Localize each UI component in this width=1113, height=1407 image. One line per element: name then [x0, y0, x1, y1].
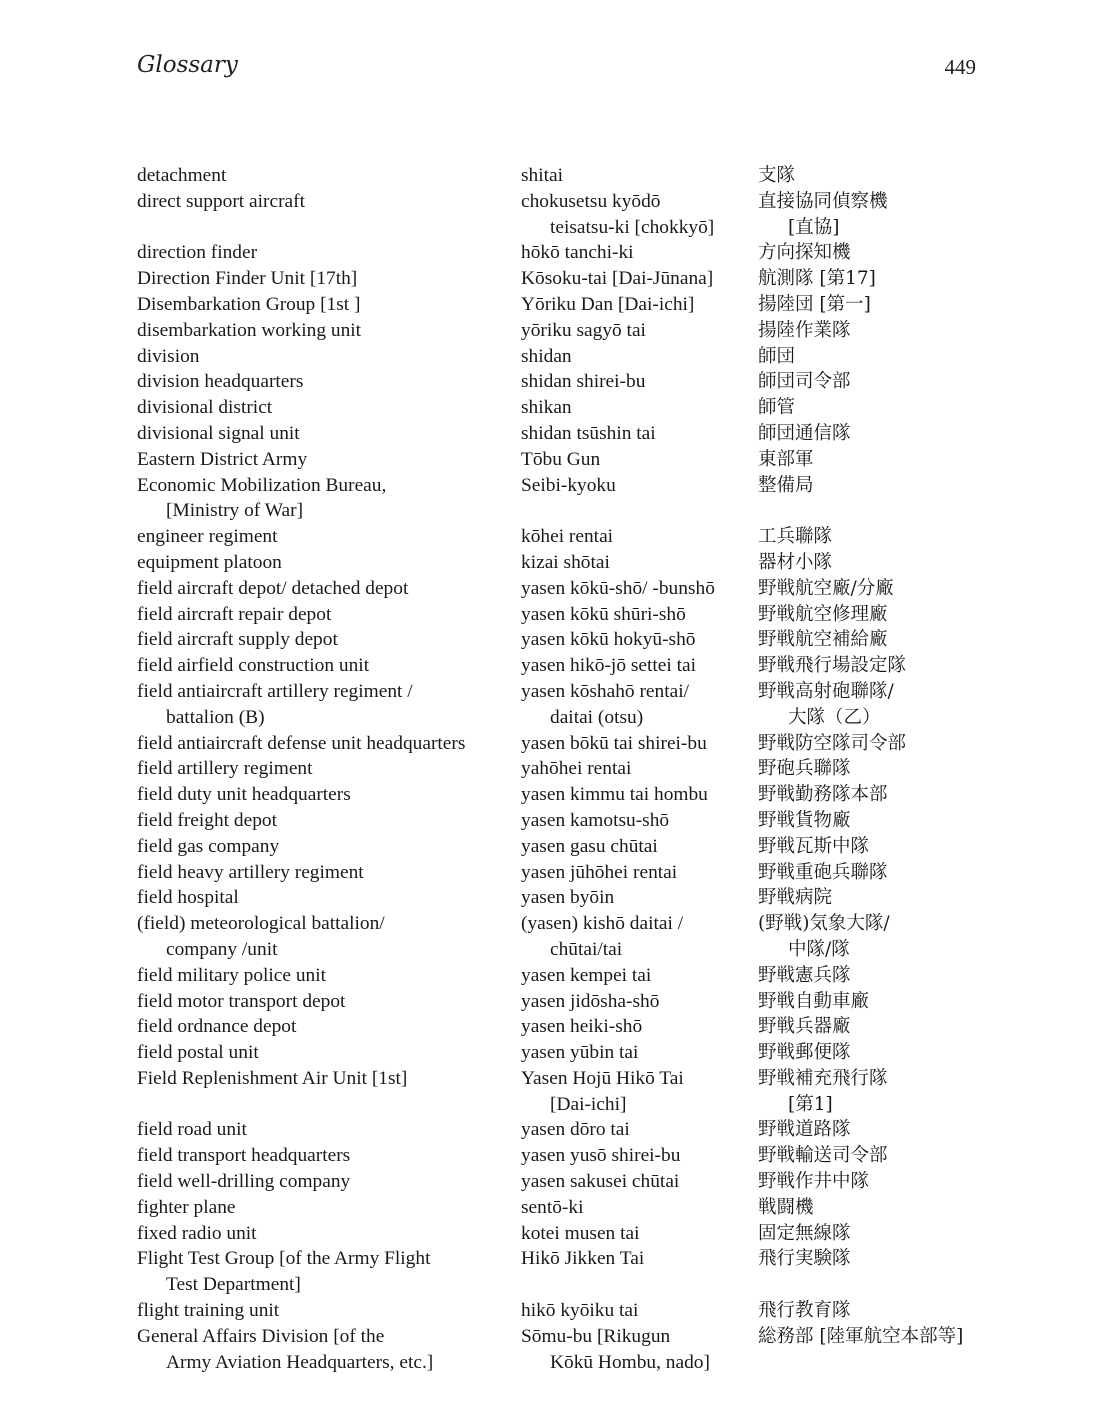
- glossary-row: [137, 369, 977, 395]
- romanized-term-line: Hikō Jikken Tai: [521, 1248, 645, 1270]
- english-term-continuation: Army Aviation Headquarters, etc.]: [166, 1351, 434, 1373]
- japanese-term-line: 工兵聯隊: [758, 526, 833, 548]
- japanese-term-line: 野戦貨物廠: [758, 809, 851, 831]
- romanized-term-line: yōriku sagyō tai: [521, 319, 646, 341]
- japanese-term: [758, 782, 977, 808]
- romanized-term: [521, 808, 758, 834]
- japanese-term: [758, 1246, 977, 1272]
- romanized-term: [521, 1195, 758, 1221]
- glossary-row: [137, 653, 977, 679]
- romanized-term: [521, 576, 758, 602]
- japanese-term-line: 野戦高射砲聯隊/: [758, 680, 894, 702]
- romanized-term-line: yasen sakusei chūtai: [521, 1171, 680, 1193]
- romanized-term-line: yasen kimmu tai hombu: [521, 784, 708, 806]
- english-term: [137, 808, 521, 834]
- english-term-line: field duty unit headquarters: [137, 784, 351, 806]
- romanized-term-line: yasen hikō-jō settei tai: [521, 655, 697, 677]
- romanized-term: [521, 731, 758, 757]
- glossary-row: [137, 189, 977, 241]
- english-term-line: equipment platoon: [137, 551, 282, 573]
- english-term-line: field aircraft depot/ detached depot: [137, 577, 409, 599]
- japanese-term-line: 野戦作井中隊: [758, 1171, 870, 1193]
- japanese-term-line: 整備局: [758, 474, 814, 496]
- japanese-term-line: 飛行実験隊: [758, 1248, 851, 1270]
- japanese-term: [758, 1324, 977, 1350]
- english-term-line: field hospital: [137, 887, 239, 909]
- romanized-term: [521, 266, 758, 292]
- japanese-term-line: 野戦航空補給廠: [758, 629, 888, 651]
- english-term-line: field gas company: [137, 835, 280, 857]
- glossary-row: [137, 989, 977, 1015]
- romanized-term: [521, 1169, 758, 1195]
- english-term-line: field military police unit: [137, 964, 327, 986]
- japanese-term-line: 航測隊 [第17]: [758, 268, 876, 290]
- english-term-line: field antiaircraft artillery regiment /: [137, 680, 413, 702]
- glossary-row: [137, 266, 977, 292]
- romanized-term-line: yasen kōkū shūri-shō: [521, 603, 686, 625]
- japanese-term: [758, 731, 977, 757]
- japanese-term: [758, 860, 977, 886]
- romanized-term-line: yasen kōkū-shō/ -bunshō: [521, 577, 715, 599]
- glossary-row: [137, 963, 977, 989]
- romanized-term-continuation: teisatsu-ki [chokkyō]: [550, 216, 715, 238]
- romanized-term: [521, 602, 758, 628]
- english-term-line: field ordnance depot: [137, 1016, 297, 1038]
- japanese-term: [758, 1014, 977, 1040]
- glossary-row: [137, 576, 977, 602]
- japanese-term-line: 野戦勤務隊本部: [758, 784, 888, 806]
- japanese-term-continuation: 中隊/隊: [788, 938, 850, 960]
- japanese-term-line: 師団司令部: [758, 371, 851, 393]
- romanized-term-line: sentō-ki: [521, 1196, 584, 1218]
- english-term: [137, 1221, 521, 1247]
- english-term: [137, 860, 521, 886]
- english-term-line: direction finder: [137, 242, 258, 264]
- japanese-term: [758, 602, 977, 628]
- romanized-term: [521, 911, 758, 963]
- japanese-term-line: 師管: [758, 397, 796, 419]
- english-term-line: disembarkation working unit: [137, 319, 362, 341]
- english-term: [137, 189, 521, 215]
- english-term-line: Disembarkation Group [1st ]: [137, 293, 361, 315]
- english-term: [137, 834, 521, 860]
- glossary-row: [137, 240, 977, 266]
- japanese-term: [758, 627, 977, 653]
- japanese-term-line: (野戦)気象大隊/: [758, 913, 890, 935]
- english-term-line: divisional district: [137, 397, 273, 419]
- japanese-term-line: 野戦自動車廠: [758, 990, 870, 1012]
- english-term: [137, 266, 521, 292]
- romanized-term: [521, 756, 758, 782]
- glossary-row: [137, 860, 977, 886]
- english-term: [137, 240, 521, 266]
- english-term: [137, 1143, 521, 1169]
- glossary-row: [137, 808, 977, 834]
- japanese-term: [758, 885, 977, 911]
- english-term-line: General Affairs Division [of the: [137, 1325, 385, 1347]
- japanese-term: [758, 1143, 977, 1169]
- japanese-term-line: 野戦兵器廠: [758, 1016, 851, 1038]
- romanized-term: [521, 1040, 758, 1066]
- english-term-line: Economic Mobilization Bureau,: [137, 474, 387, 496]
- japanese-term: [758, 911, 977, 963]
- japanese-term-line: 野戦補充飛行隊: [758, 1067, 888, 1089]
- english-term: [137, 421, 521, 447]
- japanese-term-line: 師団通信隊: [758, 422, 851, 444]
- romanized-term: [521, 653, 758, 679]
- glossary-row: [137, 885, 977, 911]
- glossary-row: [137, 1169, 977, 1195]
- english-term: [137, 1014, 521, 1040]
- romanized-term: [521, 189, 758, 241]
- glossary-row: [137, 447, 977, 473]
- romanized-term: [521, 421, 758, 447]
- english-term-line: Eastern District Army: [137, 448, 308, 470]
- romanized-term: [521, 473, 758, 499]
- english-term-line: field airfield construction unit: [137, 655, 370, 677]
- japanese-term-line: 支隊: [758, 165, 796, 186]
- romanized-term-line: yasen jūhōhei rentai: [521, 861, 678, 883]
- romanized-term-line: kōhei rentai: [521, 526, 614, 548]
- romanized-term-line: yasen kamotsu-shō: [521, 809, 670, 831]
- glossary-row: [137, 602, 977, 628]
- english-term: [137, 1066, 521, 1092]
- japanese-term: [758, 163, 977, 189]
- romanized-term-continuation: chūtai/tai: [550, 938, 623, 960]
- glossary-row: [137, 1040, 977, 1066]
- romanized-term-line: yasen kōshahō rentai/: [521, 680, 690, 702]
- romanized-term: [521, 163, 758, 189]
- english-term-line: Field Replenishment Air Unit [1st]: [137, 1067, 408, 1089]
- romanized-term-line: yasen yūbin tai: [521, 1042, 639, 1064]
- japanese-term: [758, 524, 977, 550]
- english-term-continuation: [Ministry of War]: [166, 500, 304, 522]
- japanese-term-line: 戦闘機: [758, 1196, 814, 1218]
- romanized-term: [521, 963, 758, 989]
- japanese-term-line: 揚陸作業隊: [758, 319, 851, 341]
- japanese-term-line: 直接協同偵察機: [758, 190, 888, 212]
- glossary-row: [137, 1014, 977, 1040]
- romanized-term: [521, 1246, 758, 1272]
- glossary-row: [137, 834, 977, 860]
- english-term-line: field antiaircraft defense unit headquarters: [137, 732, 466, 754]
- english-term-line: field well-drilling company: [137, 1171, 351, 1193]
- romanized-term: [521, 550, 758, 576]
- japanese-term-line: 総務部 [陸軍航空本部等]: [758, 1325, 964, 1347]
- romanized-term: [521, 1298, 758, 1324]
- romanized-term-line: Tōbu Gun: [521, 448, 601, 470]
- romanized-term-line: shidan tsūshin tai: [521, 422, 656, 444]
- romanized-term-line: kizai shōtai: [521, 551, 610, 573]
- glossary-row: [137, 1324, 977, 1376]
- romanized-term: [521, 369, 758, 395]
- japanese-term: [758, 808, 977, 834]
- romanized-term-line: yasen dōro tai: [521, 1119, 630, 1141]
- english-term: [137, 1117, 521, 1143]
- japanese-term: [758, 189, 977, 241]
- english-term: [137, 447, 521, 473]
- english-term: [137, 627, 521, 653]
- english-term-continuation: company /unit: [166, 938, 278, 960]
- romanized-term: [521, 1324, 758, 1376]
- romanized-term: [521, 524, 758, 550]
- glossary-row: [137, 756, 977, 782]
- english-term: [137, 576, 521, 602]
- romanized-term: [521, 782, 758, 808]
- english-term-line: field aircraft supply depot: [137, 629, 338, 651]
- japanese-term: [758, 1066, 977, 1118]
- japanese-term: [758, 266, 977, 292]
- japanese-term-line: 固定無線隊: [758, 1222, 851, 1244]
- romanized-term-line: kotei musen tai: [521, 1222, 640, 1244]
- japanese-term-line: 野戦飛行場設定隊: [758, 655, 907, 677]
- english-term-line: field road unit: [137, 1119, 247, 1141]
- english-term: [137, 163, 521, 189]
- japanese-term: [758, 1117, 977, 1143]
- japanese-term-continuation: [直協]: [788, 216, 840, 238]
- romanized-term-line: Seibi-kyoku: [521, 474, 616, 496]
- japanese-term-line: 野戦防空隊司令部: [758, 732, 907, 754]
- romanized-term-line: yasen gasu chūtai: [521, 835, 658, 857]
- japanese-term-line: 野戦郵便隊: [758, 1042, 851, 1064]
- romanized-term: [521, 1066, 758, 1118]
- romanized-term-continuation: daitai (otsu): [550, 706, 644, 728]
- romanized-term-line: yasen bōkū tai shirei-bu: [521, 732, 707, 754]
- romanized-term: [521, 860, 758, 886]
- romanized-term-continuation: [Dai-ichi]: [550, 1093, 627, 1115]
- english-term-line: field aircraft repair depot: [137, 603, 332, 625]
- running-head: Glossary: [137, 52, 238, 78]
- japanese-term: [758, 344, 977, 370]
- english-term: [137, 344, 521, 370]
- english-term: [137, 1298, 521, 1324]
- japanese-term: [758, 421, 977, 447]
- japanese-term-line: 野戦道路隊: [758, 1119, 851, 1141]
- japanese-term: [758, 369, 977, 395]
- japanese-term: [758, 679, 977, 731]
- english-term: [137, 782, 521, 808]
- romanized-term-line: yasen byōin: [521, 887, 615, 909]
- romanized-term: [521, 1221, 758, 1247]
- english-term-line: divisional signal unit: [137, 422, 300, 444]
- japanese-term: [758, 576, 977, 602]
- japanese-term: [758, 292, 977, 318]
- romanized-term: [521, 885, 758, 911]
- english-term: [137, 369, 521, 395]
- japanese-term: [758, 1169, 977, 1195]
- romanized-term-line: Kōsoku-tai [Dai-Jūnana]: [521, 268, 714, 290]
- glossary-row: [137, 318, 977, 344]
- english-term: [137, 1246, 521, 1298]
- romanized-term-line: yahōhei rentai: [521, 758, 632, 780]
- romanized-term-line: yasen jidōsha-shō: [521, 990, 660, 1012]
- romanized-term-line: yasen kōkū hokyū-shō: [521, 629, 696, 651]
- english-term-line: field freight depot: [137, 809, 277, 831]
- english-term: [137, 1324, 521, 1376]
- japanese-term: [758, 756, 977, 782]
- romanized-term: [521, 292, 758, 318]
- romanized-term: [521, 1143, 758, 1169]
- glossary-row: [137, 1221, 977, 1247]
- romanized-term-line: yasen yusō shirei-bu: [521, 1145, 681, 1167]
- glossary-row: [137, 395, 977, 421]
- english-term-line: field motor transport depot: [137, 990, 346, 1012]
- romanized-term-line: Yasen Hojū Hikō Tai: [521, 1067, 684, 1089]
- english-term-line: field heavy artillery regiment: [137, 861, 364, 883]
- romanized-term: [521, 627, 758, 653]
- romanized-term: [521, 834, 758, 860]
- english-term: [137, 911, 521, 963]
- japanese-term-continuation: 大隊（乙）: [788, 706, 881, 728]
- english-term-line: (field) meteorological battalion/: [137, 913, 385, 935]
- japanese-term: [758, 1298, 977, 1324]
- english-term: [137, 989, 521, 1015]
- glossary-row: [137, 1246, 977, 1298]
- glossary-row: [137, 782, 977, 808]
- english-term: [137, 1195, 521, 1221]
- english-term-line: detachment: [137, 165, 227, 186]
- romanized-term: [521, 447, 758, 473]
- glossary-row: [137, 679, 977, 731]
- english-term: [137, 679, 521, 731]
- english-term-line: division headquarters: [137, 371, 304, 393]
- romanized-term-line: (yasen) kishō daitai /: [521, 913, 684, 935]
- japanese-term-line: 野戦瓦斯中隊: [758, 835, 870, 857]
- japanese-term: [758, 1221, 977, 1247]
- english-term: [137, 885, 521, 911]
- japanese-term-line: 野砲兵聯隊: [758, 758, 851, 780]
- english-term: [137, 963, 521, 989]
- romanized-term: [521, 679, 758, 731]
- english-term-line: Flight Test Group [of the Army Flight: [137, 1248, 431, 1270]
- japanese-term-continuation: [第1]: [788, 1093, 833, 1115]
- glossary-row: [137, 292, 977, 318]
- english-term: [137, 550, 521, 576]
- romanized-term-line: Sōmu-bu [Rikugun: [521, 1325, 671, 1347]
- english-term: [137, 1040, 521, 1066]
- glossary-row: [137, 1066, 977, 1118]
- english-term-line: engineer regiment: [137, 526, 278, 548]
- glossary-row: [137, 1117, 977, 1143]
- romanized-term-line: hikō kyōiku tai: [521, 1300, 639, 1322]
- japanese-term-line: 飛行教育隊: [758, 1300, 851, 1322]
- japanese-term-line: 野戦重砲兵聯隊: [758, 861, 888, 883]
- english-term-line: field transport headquarters: [137, 1145, 351, 1167]
- japanese-term: [758, 1195, 977, 1221]
- english-term: [137, 602, 521, 628]
- glossary-row: [137, 627, 977, 653]
- english-term-line: field postal unit: [137, 1042, 259, 1064]
- english-term: [137, 756, 521, 782]
- japanese-term-line: 野戦病院: [758, 887, 833, 909]
- romanized-term: [521, 1117, 758, 1143]
- japanese-term: [758, 963, 977, 989]
- japanese-term: [758, 240, 977, 266]
- romanized-term-line: Yōriku Dan [Dai-ichi]: [521, 293, 695, 315]
- japanese-term: [758, 550, 977, 576]
- english-term-line: direct support aircraft: [137, 190, 305, 212]
- japanese-term: [758, 653, 977, 679]
- japanese-term: [758, 989, 977, 1015]
- romanized-term: [521, 318, 758, 344]
- english-term-line: fighter plane: [137, 1196, 236, 1218]
- japanese-term-line: 野戦輸送司令部: [758, 1145, 888, 1167]
- japanese-term: [758, 395, 977, 421]
- glossary-row: [137, 421, 977, 447]
- romanized-term-line: shidan: [521, 345, 572, 367]
- english-term: [137, 1169, 521, 1195]
- romanized-term-line: hōkō tanchi-ki: [521, 242, 634, 264]
- japanese-term-line: 器材小隊: [758, 551, 833, 573]
- japanese-term-line: 野戦航空修理廠: [758, 603, 888, 625]
- japanese-term: [758, 473, 977, 499]
- glossary-row: [137, 1298, 977, 1324]
- english-term: [137, 473, 521, 525]
- english-term: [137, 318, 521, 344]
- japanese-term-line: 方向探知機: [758, 242, 851, 264]
- japanese-term: [758, 318, 977, 344]
- english-term: [137, 653, 521, 679]
- english-term: [137, 292, 521, 318]
- japanese-term-line: 揚陸団 [第一]: [758, 293, 871, 315]
- romanized-term: [521, 395, 758, 421]
- romanized-term: [521, 989, 758, 1015]
- romanized-term: [521, 344, 758, 370]
- english-term-continuation: Test Department]: [166, 1274, 301, 1296]
- romanized-term: [521, 240, 758, 266]
- romanized-term-line: yasen heiki-shō: [521, 1016, 643, 1038]
- japanese-term: [758, 1040, 977, 1066]
- romanized-term-line: yasen kempei tai: [521, 964, 652, 986]
- english-term-continuation: battalion (B): [166, 706, 265, 728]
- glossary-row: [137, 550, 977, 576]
- romanized-term-line: shikan: [521, 397, 572, 419]
- glossary-row: [137, 344, 977, 370]
- glossary-row: [137, 911, 977, 963]
- glossary-table: [137, 163, 977, 1375]
- english-term-line: fixed radio unit: [137, 1222, 257, 1244]
- english-term: [137, 395, 521, 421]
- romanized-term-line: shidan shirei-bu: [521, 371, 646, 393]
- romanized-term-continuation: Kōkū Hombu, nado]: [550, 1351, 710, 1373]
- romanized-term-line: shitai: [521, 165, 564, 186]
- english-term: [137, 731, 521, 757]
- glossary-row: [137, 163, 977, 189]
- glossary-row: [137, 524, 977, 550]
- glossary-row: [137, 1195, 977, 1221]
- japanese-term: [758, 834, 977, 860]
- page-number: 449: [944, 55, 976, 79]
- japanese-term: [758, 447, 977, 473]
- japanese-term-line: 野戦航空廠/分廠: [758, 577, 894, 599]
- romanized-term: [521, 1014, 758, 1040]
- english-term: [137, 524, 521, 550]
- romanized-term-line: chokusetsu kyōdō: [521, 190, 661, 212]
- glossary-row: [137, 473, 977, 525]
- english-term-line: Direction Finder Unit [17th]: [137, 268, 358, 290]
- japanese-term-line: 野戦憲兵隊: [758, 964, 851, 986]
- japanese-term-line: 師団: [758, 345, 796, 367]
- japanese-term-line: 東部軍: [758, 448, 814, 470]
- english-term-line: flight training unit: [137, 1300, 280, 1322]
- glossary-row: [137, 1143, 977, 1169]
- glossary-row: [137, 731, 977, 757]
- english-term-line: division: [137, 345, 200, 367]
- english-term-line: field artillery regiment: [137, 758, 313, 780]
